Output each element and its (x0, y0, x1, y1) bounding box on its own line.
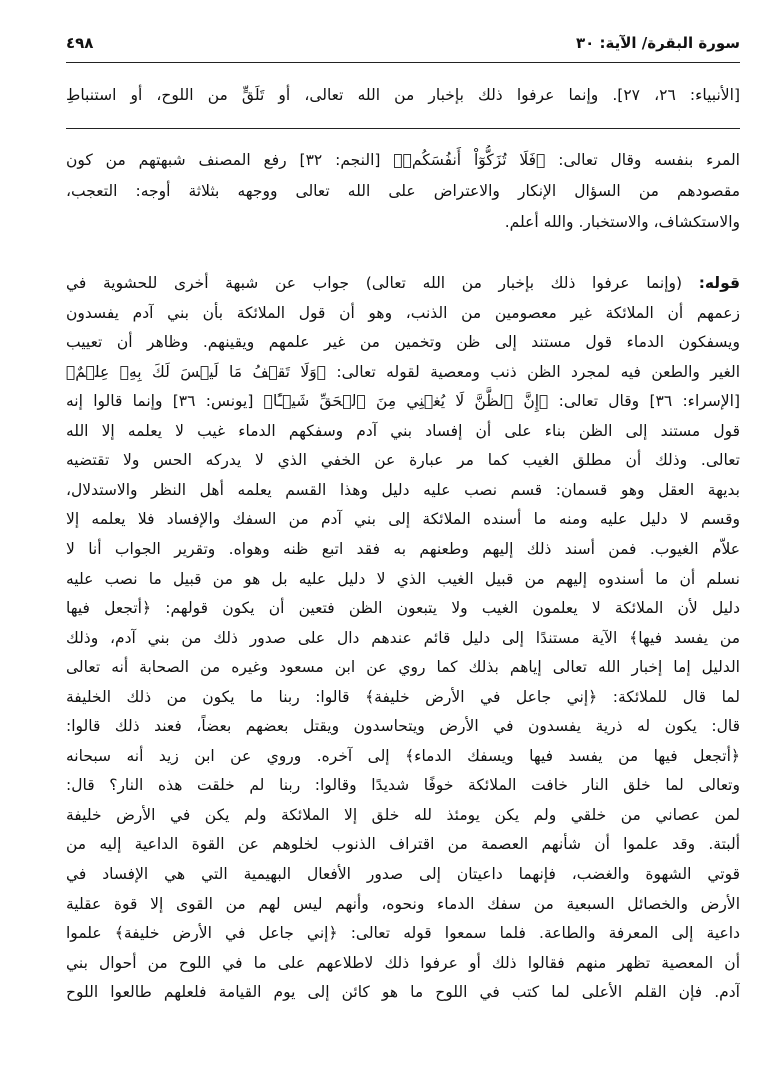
text-line: بديهة العقل وهو قسمان: قسم نصب عليه دليل وهذا القسم يعلمه أهل النظر والاستدلال، (66, 480, 740, 499)
text-line: قال: يكون له ذرية يفسدون في الأرض ويتحاسدون ويقتل بعضهم بعضاً، فعند ذلك قالوا: (66, 717, 740, 736)
lemma-label: قوله: (698, 274, 740, 292)
running-header (66, 34, 740, 58)
text-line: [الإسراء: ٣٦] وقال تعالى: ﴿إِنَّ ٱلظَّنَّ لَا يُغۡنِي مِنَ ٱلۡحَقِّ شَيۡـًٔا﴾ [يونس: ٣٦] وإنما قالوا إنه (66, 392, 740, 411)
text-line: وتعالى لما خلق النار خافت الملائكة خوفًا شديدًا وقالوا: ربنا لم خلقت هذه النار؟ قال: (66, 776, 740, 795)
text-line: وقسم لا دليل عليه ومنه ما أسنده الملائكة إلى بني آدم من السفك والإفساد فلا يعلمه إلا (66, 510, 740, 529)
text-line: قول مستند إلى الظن بناء على أن إفساد بني آدم وسفكهم الدماء غيب لا يعلمه إلا الله (66, 421, 740, 440)
text-line: ألبتة. وقد علموا أن شأنهم العصمة من اقتراف الذنوب لخلوهم عن القوة الداعية إليه من (66, 835, 740, 854)
text-line: داعية إلى المعرفة والطاعة. فلما سمعوا قوله تعالى: ﴿إني جاعل في الأرض خليفة﴾ علموا (66, 924, 740, 943)
text-line: من يفسد فيها﴾ الآية مستندًا إلى دليل قائم عندهم دال على صدور ذلك من بني آدم، وذلك (66, 628, 740, 647)
text-line: مقصودهم من السؤال الإنكار والاعتراض على الله تعالى ووجهه بثلاثة أوجه: التعجب، (66, 182, 740, 200)
text-line: علاّم الغيوب. فمن أسند ذلك إليهم وطعنهم به فقد اتبع ظنه وهواه. وتقرير الجواب أنا لا (66, 539, 740, 558)
text-line: الأرض والخصائل السبعية من سفك الدماء ونحوه، وأنهم ليس لهم من القوى إلا قوة عقلية (66, 894, 740, 913)
header-rule (66, 62, 740, 63)
lemma-text: (وإنما عرفوا ذلك بإخبار من الله تعالى) جواب عن شبهة أخرى للحشوية في (66, 274, 683, 292)
text-line: لمن عصاني من خلقي ولم يكن يومئذ لله خلق إلا الملائكة ولم يكن في الأرض خليفة (66, 805, 740, 824)
text-line: ويسفكون الدماء قول مستند إلى ظن وتخمين من غير علمهم ويقينهم. وظاهر أن تعييب (66, 333, 740, 352)
text-line: لما قال للملائكة: ﴿إني جاعل في الأرض خليفة﴾ قالوا: ربنا ما يكون من ذلك الخليفة (66, 687, 740, 706)
top-text-line: [الأنبياء: ٢٦، ٢٧]. وإنما عرفوا ذلك بإخبار من الله تعالى، أو تَلَقٍّ من اللوح، أو استنباطِ (66, 86, 740, 104)
text-line: تعالى. وذلك أن مطلق الغيب كما مر عبارة عن الخفي الذي لا يدركه الحس ولا تقتضيه (66, 451, 740, 470)
text-line: والاستكشاف، والاستخبار. والله أعلم. (504, 213, 740, 231)
text-line: الغير والطعن فيه لمجرد الظن ذنب ومعصية لقوله تعالى: ﴿وَلَا تَقۡفُ مَا لَيۡسَ لَكَ بِهِۦ عِلۡمٌ﴾ (66, 362, 740, 381)
text-line (66, 268, 740, 298)
text-line: قوتي الشهوة والغضب، فإنهما داعيتان إلى صدور الأفعال البهيمية التي هي الإفساد في (66, 865, 740, 883)
text-line: آدم. فإن القلم الأعلى لما كتب في اللوح ما هو كائن إلى يوم القيامة فلعلهم طالعوا اللوح (66, 983, 740, 1002)
page-number: ٤٩٨ (66, 34, 94, 52)
section-divider (66, 128, 740, 129)
text-line: زعمهم أن الملائكة غير معصومين من الذنب، وهو أن قول الملائكة بأن بني آدم يفسدون (66, 303, 740, 322)
text-line: دليل لأن الملائكة لا يعلمون الغيب ولا يتبعون الظن فتعين أن يكون قولهم: ﴿أتجعل فيها (66, 599, 740, 618)
running-title: سورة البقرة/ الآية: ٣٠ (575, 34, 740, 52)
text-line: نسلم أن ما أسندوه إليهم من قبيل الغيب الذي لا دليل عليه بل هو من قبيل ما نصب عليه (66, 569, 740, 588)
text-line: أن المعصية تظهر منهم فقالوا ذلك أو عرفوا ذلك لاطلاعهم على ما في اللوح من أحوال بني (66, 953, 740, 972)
text-line: ﴿أتجعل فيها من يفسد فيها ويسفك الدماء﴾ إلى آخره. وروي عن ابن زيد أنه سبحانه (66, 746, 740, 765)
text-line: المرء بنفسه وقال تعالى: ﴿فَلَا تُزَكُّوٓاْ أَنفُسَكُمۡ﴾ [النجم: ٣٢] رفع المصنف شبهتهم من كون (66, 151, 740, 169)
text-line: الدليل إما إخبار الله تعالى إياهم بذلك كما روي عن ابن مسعود وغيره من الصحابة أنه تعالى (66, 658, 740, 677)
